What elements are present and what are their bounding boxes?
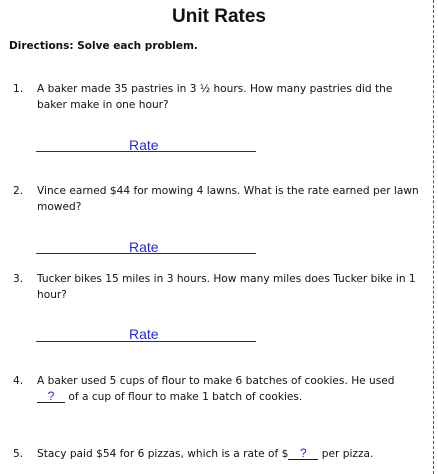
answer-blank-5[interactable]: ? xyxy=(288,447,318,460)
page-title: Unit Rates xyxy=(172,6,266,27)
problem-text-after: of a cup of flour to make 1 batch of cookies. xyxy=(68,391,303,403)
problem-number: 5. xyxy=(13,448,24,460)
problem-number: 1. xyxy=(13,83,24,95)
answer-blank-4[interactable]: ? xyxy=(37,390,65,403)
rate-label-2: Rate xyxy=(129,239,159,255)
problem-number: 2. xyxy=(13,185,24,197)
rate-label-1: Rate xyxy=(129,137,159,153)
problem-text-after: per pizza. xyxy=(321,448,374,460)
answer-line-1[interactable] xyxy=(36,151,256,152)
problem-number: 4. xyxy=(13,375,24,387)
problem-text-before: Stacy paid $54 for 6 pizzas, which is a rate of $ xyxy=(37,448,289,460)
problem-text: A baker made 35 pastries in 3 ½ hours. How many pastries did the baker make in one hour? xyxy=(37,83,393,111)
problem-number: 3. xyxy=(13,273,24,285)
dashed-border xyxy=(433,0,434,474)
rate-label-3: Rate xyxy=(129,326,159,342)
directions-text: Directions: Solve each problem. xyxy=(9,40,198,52)
problem-text-before: A baker used 5 cups of flour to make 6 batches of cookies. He used xyxy=(37,375,395,387)
problem-text: Tucker bikes 15 miles in 3 hours. How many miles does Tucker bike in 1 hour? xyxy=(37,273,416,301)
problem-text: Vince earned $44 for mowing 4 lawns. What is the rate earned per lawn mowed? xyxy=(37,185,419,213)
answer-line-2[interactable] xyxy=(36,253,256,254)
answer-line-3[interactable] xyxy=(36,341,256,342)
